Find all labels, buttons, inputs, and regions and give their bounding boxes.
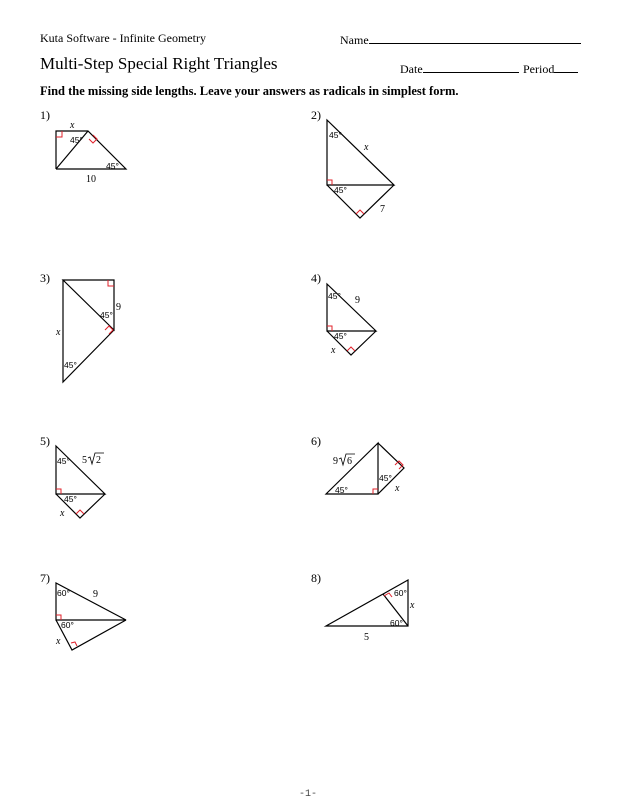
- problem-1-angle-b: 45°: [106, 161, 119, 171]
- problem-4-angle-a: 45°: [328, 291, 341, 301]
- problem-6-given-radicand: 6: [347, 456, 352, 467]
- problem-8-unknown: x: [410, 600, 415, 611]
- problem-5-given-radical: [82, 453, 104, 466]
- problem-2-angle-b: 45°: [334, 185, 347, 195]
- problem-5-given-coef: 5: [82, 455, 87, 466]
- problem-3-unknown: x: [56, 327, 61, 338]
- problem-1-angle-a: 45°: [70, 135, 83, 145]
- problem-7-angle-a: 60°: [57, 588, 70, 598]
- problem-2-given: 7: [380, 204, 385, 215]
- date-label: Date: [400, 62, 423, 76]
- problem-number-3: 3): [40, 271, 50, 285]
- problem-6-angle-b: 45°: [335, 485, 348, 495]
- problem-7-unknown: x: [56, 636, 61, 647]
- problem-5-unknown: x: [60, 508, 65, 519]
- problem-8-given: 5: [364, 632, 369, 643]
- problem-8-angle-b: 60°: [390, 618, 403, 628]
- problem-number-7: 7): [40, 571, 50, 585]
- problem-1-given: 10: [86, 174, 96, 185]
- problem-4-given: 9: [355, 295, 360, 306]
- problem-number-5: 5): [40, 434, 50, 448]
- problem-6-angle-a: 45°: [379, 473, 392, 483]
- problem-number-8: 8): [311, 571, 321, 585]
- problem-5-angle-a: 45°: [57, 456, 70, 466]
- problem-2-unknown: x: [364, 142, 369, 153]
- problem-3-angle-a: 45°: [100, 310, 113, 320]
- problem-4-angle-b: 45°: [334, 331, 347, 341]
- period-label: Period: [523, 62, 555, 76]
- publisher-label: Kuta Software - Infinite Geometry: [40, 31, 206, 45]
- problem-5-given-radicand: 2: [96, 455, 101, 466]
- page-number: -1-: [299, 789, 318, 800]
- problem-5-angle-b: 45°: [64, 494, 77, 504]
- instructions: Find the missing side lengths. Leave your answers as radicals in simplest form.: [40, 84, 459, 98]
- problem-3-angle-b: 45°: [64, 360, 77, 370]
- problem-2-angle-a: 45°: [329, 130, 342, 140]
- name-label: Name: [340, 33, 369, 47]
- problem-8-angle-a: 60°: [394, 588, 407, 598]
- problem-4-unknown: x: [331, 345, 336, 356]
- problem-3-given: 9: [116, 302, 121, 313]
- problem-number-6: 6): [311, 434, 321, 448]
- problem-7-angle-b: 60°: [61, 620, 74, 630]
- problem-6-unknown: x: [395, 483, 400, 494]
- problem-6-given-radical: [333, 454, 355, 467]
- problem-number-2: 2): [311, 108, 321, 122]
- worksheet-title: Multi-Step Special Right Triangles: [40, 54, 278, 73]
- problem-6-given-coef: 9: [333, 456, 338, 467]
- problem-1-unknown: x: [70, 120, 75, 131]
- problem-7-given: 9: [93, 589, 98, 600]
- problem-number-1: 1): [40, 108, 50, 122]
- problem-number-4: 4): [311, 271, 321, 285]
